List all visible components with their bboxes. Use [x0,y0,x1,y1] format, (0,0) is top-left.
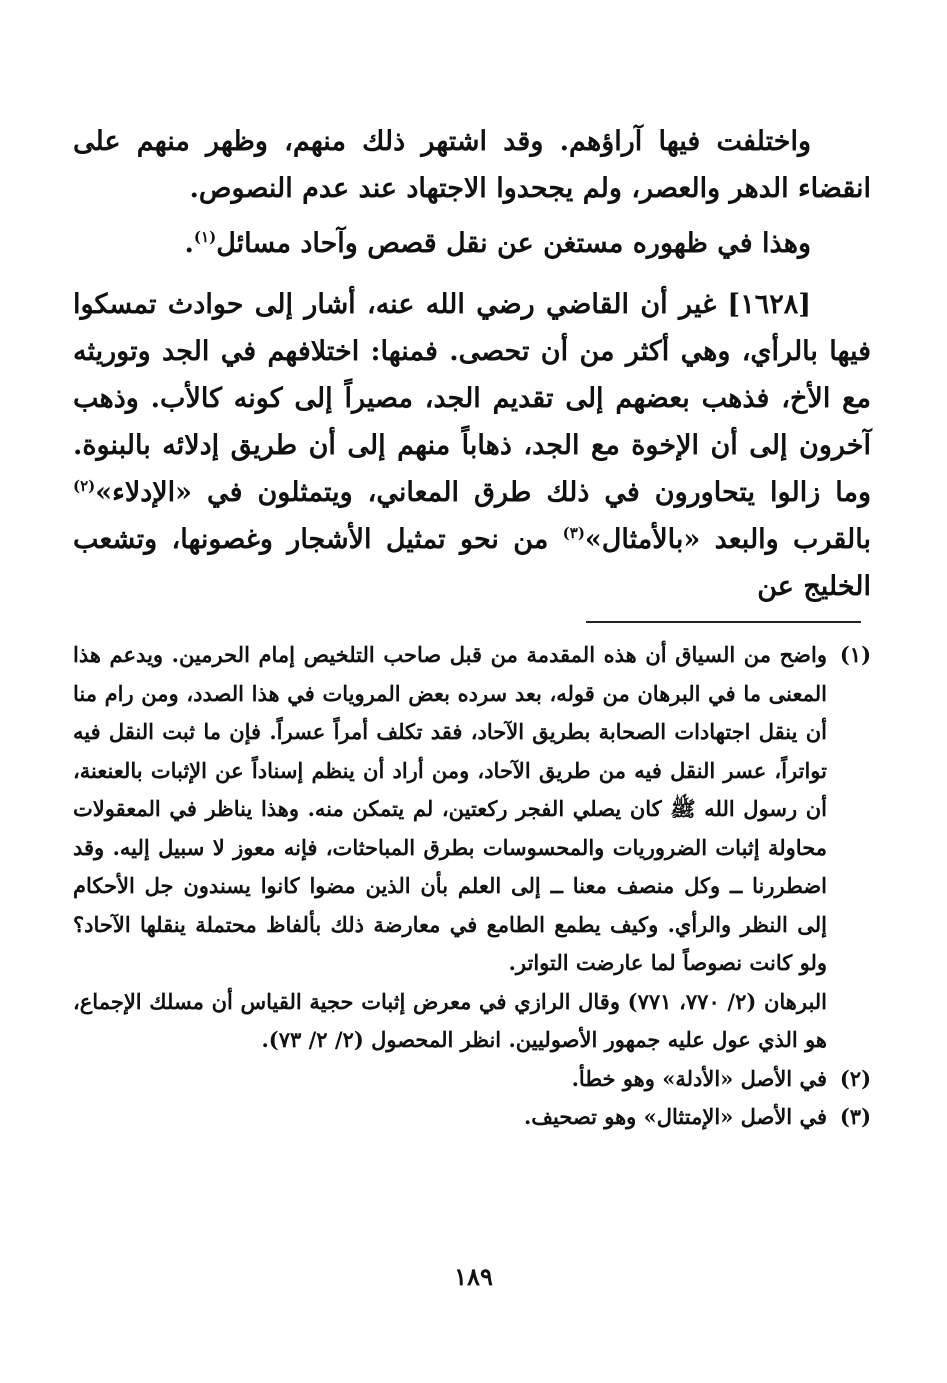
footnote-3-number: (٣) [839,1104,871,1129]
paragraph-3-part1: [١٦٢٨] غير أن القاضي رضي الله عنه، أشار إلى حوادث تمسكوا فيها بالرأي، وهي أكثر من أن تحصى. فمنها: اختلافهم في الجد وتوريثه مع الأخ، فذهب بعضهم إلى تقديم الجد، مصيراً إلى كونه كالأب. وذهب آخرون إلى أن الإخوة مع الجد، ذهاباً منهم إلى أن طريق إدلائه بالبنوة. وما زالوا يتحاورون في ذلك طرق المعاني، ويتمثلون في «الإدلاء» [73,289,871,508]
footnote-2-number: (٢) [839,1065,871,1091]
footnote-1-continuation: البرهان (٢/ ٧٧٠، ٧٧١) وقال الرازي في معرض إثبات حجية القياس أن مسلك الإجماع، هو الذي عول عليه جمهور الأصوليين. انظر المحصول (٢/ ٢/ ٧٣). [73,988,828,1052]
footnote-separator [586,621,861,623]
main-text [73,118,871,610]
paragraph-2-end: . [184,228,194,259]
footnote-1-number: (١) [839,642,871,667]
page-number: ١٨٩ [454,1262,493,1291]
footnote-2-text: في الأصل «الأدلة» وهو خطأ. [571,1065,827,1091]
paragraph-3-part2: بالقرب والبعد «بالأمثال» [584,524,871,555]
footnote-1 [73,636,871,983]
footnote-ref-1[interactable]: (١) [193,228,217,246]
footnote-ref-2[interactable]: (٢) [73,477,96,495]
footnote-2 [73,1060,871,1099]
footnote-3 [73,1098,871,1137]
paragraph-2-text: وهذا في ظهوره مستغن عن نقل قصص وآحاد مسائل [216,228,811,259]
footnote-ref-3[interactable]: (٣) [562,524,585,542]
paragraph-2 [73,220,871,267]
footnote-3-text: في الأصل «الإمتثال» وهو تصحيف. [523,1104,827,1129]
footnotes [73,636,871,1137]
footnote-1-text: واضح من السياق أن هذه المقدمة من قبل صاحب التلخيص إمام الحرمين. ويدعم هذا المعنى ما في البرهان من قوله، بعد سرده بعض المرويات في هذا الصدد، ومن رام منا أن ينقل اجتهادات الصحابة بطريق الآحاد، فقد تكلف أمراً عسراً. فإن ما ثبت النقل فيه تواتراً، عسر النقل فيه من طريق الآحاد، ومن أراد أن ينظم إسناداً عن الإثبات بالعنعنة، أن رسول الله ﷺ كان يصلي الفجر ركعتين، لم يتمكن منه. وهذا يناظر في المعقولات محاولة إثبات الضروريات والمحسوسات بطرق المباحثات، فإنه معوز لا سبيل إليه. وقد اضطررنا ــ وكل منصف معنا ــ إلى العلم بأن الذين مضوا كانوا يسندون جل الأحكام إلى النظر والرأي. وكيف يطمع الطامع في معارضة ذلك بألفاظ محتملة ينقلها الآحاد؟ ولو كانت نصوصاً لما عارضت التواتر. [73,642,827,975]
paragraph-3 [73,281,871,610]
paragraph-3-part3: من نحو تمثيل الأشجار وغصونها، وتشعب الخليج عن [73,524,871,602]
paragraph-1: واختلفت فيها آراؤهم. وقد اشتهر ذلك منهم، وظهر منهم على انقضاء الدهر والعصر، ولم يجحدوا الاجتهاد عند عدم النصوص. [73,126,871,204]
